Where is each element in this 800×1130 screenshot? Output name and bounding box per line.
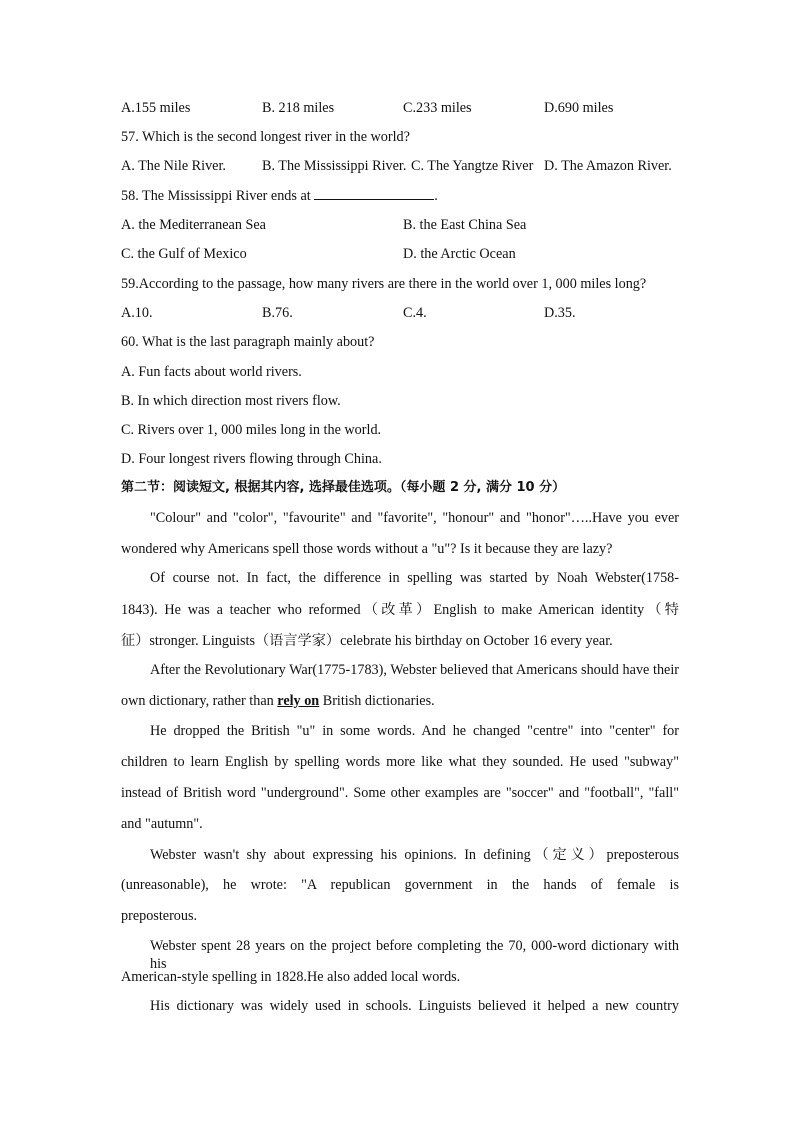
q57-option-a: A. The Nile River. xyxy=(121,158,226,174)
passage-p4-line1: He dropped the British "u" in some words. And he changed "centre" into "center" for xyxy=(150,723,679,739)
passage-p1-line1: "Colour" and "color", "favourite" and "favorite", "honour" and "honor"…..Have you ever xyxy=(150,510,679,526)
passage-p4-line3: instead of British word "underground". Some other examples are "soccer" and "football", "fall" xyxy=(121,785,679,801)
passage-p3-line1: After the Revolutionary War(1775-1783), Webster believed that Americans should have their xyxy=(150,662,679,678)
q58-option-c: C. the Gulf of Mexico xyxy=(121,246,247,262)
q60-option-c: C. Rivers over 1, 000 miles long in the world. xyxy=(121,422,382,438)
q57-option-d: D. The Amazon River. xyxy=(544,158,672,174)
q57-option-c: C. The Yangtze River xyxy=(411,158,534,174)
q60-option-a: A. Fun facts about world rivers. xyxy=(121,364,302,380)
q56-option-c: C.233 miles xyxy=(403,100,472,116)
q59-question: 59.According to the passage, how many rivers are there in the world over 1, 000 miles long? xyxy=(121,276,647,292)
q56-option-a: A.155 miles xyxy=(121,100,191,116)
passage-p2-line3: 征）stronger. Linguists（语言学家）celebrate his birthday on October 16 every year. xyxy=(121,633,613,649)
passage-p3-line2 xyxy=(121,692,435,710)
q59-option-c: C.4. xyxy=(403,305,427,321)
passage-p6-line2: American-style spelling in 1828.He also added local words. xyxy=(121,969,461,985)
q58-question-text: 58. The Mississippi River ends at xyxy=(121,188,311,204)
passage-p5-line2: (unreasonable), he wrote: "A republican government in the hands of female is xyxy=(121,877,679,893)
underlined-phrase: rely on xyxy=(277,693,320,709)
passage-p4-line4: and "autumn". xyxy=(121,816,203,832)
passage-p1-line2: wondered why Americans spell those words without a "u"? Is it because they are lazy? xyxy=(121,541,613,557)
passage-p5-line1: Webster wasn't shy about expressing his opinions. In defining（定义）preposterous xyxy=(150,847,679,863)
passage-p4-line2: children to learn English by spelling words more like what they sounded. He used "subway" xyxy=(121,754,679,770)
q58-option-a: A. the Mediterranean Sea xyxy=(121,217,266,233)
section-heading: 第二节：阅读短文, 根据其内容, 选择最佳选项。（每小题 2 分, 满分 10 分） xyxy=(121,480,566,495)
q60-option-b: B. In which direction most rivers flow. xyxy=(121,393,341,409)
answer-blank xyxy=(314,186,434,200)
q59-option-b: B.76. xyxy=(262,305,293,321)
q58-option-d: D. the Arctic Ocean xyxy=(403,246,516,262)
passage-p6-line1: Webster spent 28 years on the project before completing the 70, 000-word dictionary with his xyxy=(150,938,679,972)
q58-question-end: . xyxy=(434,188,438,204)
q56-option-b: B. 218 miles xyxy=(262,100,335,116)
passage-p3-line2-pre: own dictionary, rather than xyxy=(121,693,278,709)
passage-p5-line3: preposterous. xyxy=(121,908,198,924)
q60-option-d: D. Four longest rivers flowing through China. xyxy=(121,451,382,467)
q59-option-d: D.35. xyxy=(544,305,576,321)
passage-p7-line1: His dictionary was widely used in schools. Linguists believed it helped a new country xyxy=(150,998,679,1014)
q59-option-a: A.10. xyxy=(121,305,153,321)
q57-question: 57. Which is the second longest river in the world? xyxy=(121,129,410,145)
passage-p2-line2: 1843). He was a teacher who reformed（改革）English to make American identity（特 xyxy=(121,602,679,618)
passage-p2-line1: Of course not. In fact, the difference in spelling was started by Noah Webster(1758- xyxy=(150,570,679,586)
q58-question xyxy=(121,186,438,205)
q60-question: 60. What is the last paragraph mainly about? xyxy=(121,334,375,350)
q57-option-b: B. The Mississippi River. xyxy=(262,158,407,174)
q58-option-b: B. the East China Sea xyxy=(403,217,527,233)
passage-p3-line2-post: British dictionaries. xyxy=(319,693,435,709)
q56-option-d: D.690 miles xyxy=(544,100,614,116)
